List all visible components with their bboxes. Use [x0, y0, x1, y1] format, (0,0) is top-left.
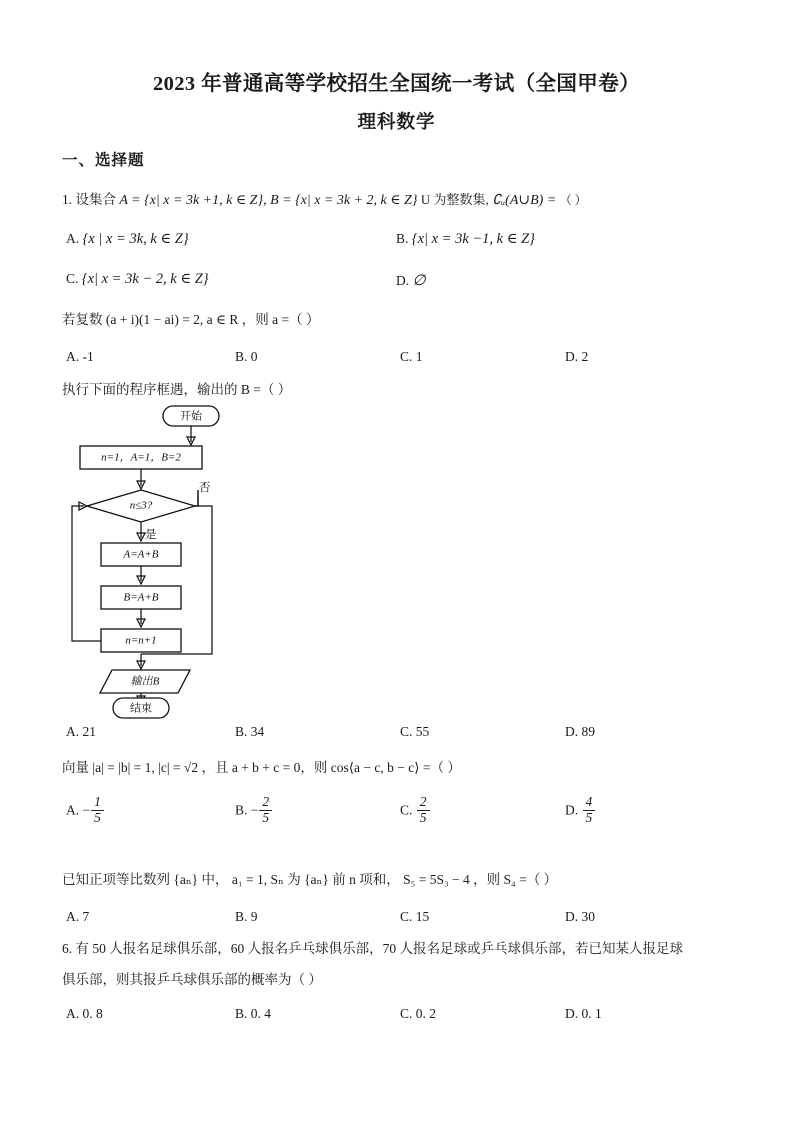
question-5-text: 已知正项等比数列 {aₙ} 中， a₁ = 1, Sₙ 为 {aₙ} 前 n 项和， S₅ = 5S₃ − 4 ，则 S₄ =（ ） — [62, 872, 558, 887]
question-1-stem-prefix: 设集合 — [75, 192, 116, 207]
option-text: 0. 2 — [415, 1006, 437, 1021]
question-6-number: 6. — [62, 941, 73, 956]
option-label: B. — [235, 909, 248, 924]
option-text: 0. 4 — [250, 1006, 272, 1021]
question-6-option-a[interactable] — [66, 1006, 103, 1022]
flowchart-yes-label: 是 — [145, 529, 157, 541]
option-label: C. — [400, 802, 413, 818]
question-6-stem-line-2 — [62, 972, 322, 988]
option-text: 0. 8 — [82, 1006, 103, 1021]
option-label: A. — [66, 802, 80, 818]
option-label: C. — [400, 724, 413, 739]
option-text: 0. 1 — [581, 1006, 602, 1021]
option-text: 89 — [581, 724, 595, 739]
option-label: C. — [66, 271, 79, 286]
question-3-text: 执行下面的程序框遇，输出的 B =（ ） — [62, 382, 292, 397]
question-1-option-a[interactable] — [66, 231, 189, 248]
question-3-option-b[interactable] — [235, 724, 264, 740]
option-text: 34 — [250, 724, 265, 739]
question-2-option-a[interactable] — [66, 349, 94, 365]
question-5-option-c[interactable] — [400, 909, 429, 925]
question-5-option-a[interactable] — [66, 909, 89, 925]
question-3-option-d[interactable] — [565, 724, 595, 740]
option-label: A. — [66, 909, 80, 924]
option-text: 30 — [581, 909, 595, 924]
option-text: 9 — [250, 909, 258, 924]
question-1-option-c[interactable] — [66, 271, 209, 288]
option-text: 2 — [581, 349, 589, 364]
question-6-text-2: 俱乐部，则其报乒乓球俱乐部的概率为（ ） — [62, 972, 322, 987]
option-text: 55 — [415, 724, 430, 739]
question-4-stem — [62, 760, 461, 776]
section-heading: 一、选择题 — [62, 152, 145, 169]
question-1-number: 1. — [62, 192, 73, 207]
option-label: D. — [565, 349, 579, 364]
option-text: 21 — [82, 724, 96, 739]
option-label: A. — [66, 231, 80, 246]
question-4-option-d[interactable] — [565, 795, 596, 825]
question-6-option-b[interactable] — [235, 1006, 271, 1022]
question-1-stem — [62, 192, 587, 209]
flowchart-process-n-label: n=n+1 — [125, 634, 157, 647]
question-1-universe: U 为整数集, — [420, 192, 489, 207]
option-label: B. — [235, 1006, 248, 1021]
fraction-numerator: 1 — [94, 794, 101, 809]
question-6-stem-line-1 — [62, 941, 683, 957]
question-5-stem — [62, 872, 557, 888]
flowchart-decision-label: n≤3? — [129, 499, 153, 512]
question-2-option-b[interactable] — [235, 349, 258, 365]
flowchart-start-label: 开始 — [180, 410, 202, 423]
option-text: {x| x = 3k −1, k ∈ Z} — [411, 231, 535, 247]
program-flowchart — [60, 398, 290, 720]
option-label: D. — [396, 273, 410, 288]
option-text: {x | x = 3k, k ∈ Z} — [82, 231, 189, 247]
question-4-option-a[interactable] — [66, 795, 105, 825]
question-6-text-1: 有 50 人报名足球俱乐部，60 人报名乒乓球俱乐部，70 人报名足球或乒乓球俱乐部，若已知某人报足球 — [75, 941, 683, 956]
flowchart-process-a-label: A=A+B — [123, 548, 159, 561]
option-label: A. — [66, 1006, 80, 1021]
question-3-stem — [62, 382, 291, 398]
fraction-denominator: 5 — [417, 810, 430, 826]
page-title: 2023 年普通高等学校招生全国统一考试（全国甲卷） — [152, 73, 641, 95]
option-label: B. — [396, 231, 409, 246]
flowchart-init-label: n=1，A=1，B=2 — [101, 451, 181, 464]
fraction-denominator: 5 — [91, 810, 104, 826]
option-fraction — [417, 795, 430, 825]
option-label: C. — [400, 909, 413, 924]
option-sign: − — [250, 802, 259, 818]
option-label: A. — [66, 724, 80, 739]
option-label: D. — [565, 802, 579, 818]
option-text: {x| x = 3k − 2, k ∈ Z} — [81, 271, 209, 287]
fraction-denominator: 5 — [583, 810, 596, 826]
option-sign: − — [82, 802, 91, 818]
option-label: B. — [235, 349, 248, 364]
fraction-numerator: 2 — [419, 794, 427, 809]
flowchart-end-label: 结束 — [130, 702, 152, 715]
page-subtitle: 理科数学 — [357, 113, 436, 133]
option-label: D. — [565, 724, 579, 739]
question-3-option-a[interactable] — [66, 724, 96, 740]
option-fraction — [91, 795, 104, 825]
flowchart-process-b-label: B=A+B — [123, 591, 159, 604]
question-1-sets: A = {x| x = 3k +1, k ∈ Z}, B = {x| x = 3k + 2, k ∈ Z} — [119, 193, 418, 208]
question-5-option-b[interactable] — [235, 909, 258, 925]
question-3-option-c[interactable] — [400, 724, 429, 740]
fraction-numerator: 4 — [585, 794, 593, 809]
question-4-option-c[interactable] — [400, 795, 431, 825]
question-4-option-b[interactable] — [235, 795, 273, 825]
option-label: C. — [400, 349, 413, 364]
option-fraction — [583, 795, 596, 825]
flowchart-no-label: 否 — [199, 482, 211, 494]
question-2-option-d[interactable] — [565, 349, 588, 365]
question-2-stem — [62, 312, 320, 328]
question-1-answer-blank[interactable]: （ ） — [559, 193, 587, 207]
option-label: A. — [66, 349, 80, 364]
option-text: 1 — [415, 349, 423, 364]
option-label: B. — [235, 724, 248, 739]
option-label: B. — [235, 802, 248, 818]
option-fraction — [259, 795, 272, 825]
option-text: 15 — [415, 909, 430, 924]
option-text: ∅ — [412, 273, 426, 289]
question-4-text: 向量 |a| = |b| = 1, |c| = √2 ，且 a + b + c = 0，则 cos⟨a − c, b − c⟩ =（ ） — [62, 760, 461, 775]
question-1-option-b[interactable] — [396, 231, 535, 248]
question-6-option-d[interactable] — [565, 1006, 602, 1022]
option-text: 7 — [82, 909, 90, 924]
question-2-option-c[interactable] — [400, 349, 423, 365]
option-text: -1 — [82, 349, 94, 364]
option-label: C. — [400, 1006, 413, 1021]
option-label: D. — [565, 1006, 579, 1021]
option-text: 0 — [250, 349, 258, 364]
question-5-option-d[interactable] — [565, 909, 595, 925]
option-label: D. — [565, 909, 579, 924]
question-1-complement: ∁ᵤ(A∪B) = — [492, 193, 557, 208]
fraction-numerator: 2 — [262, 794, 270, 809]
question-2-text: 若复数 (a + i)(1 − ai) = 2, a ∈ R ，则 a =（ ） — [62, 312, 320, 327]
question-1-option-d[interactable] — [396, 271, 426, 290]
flowchart-output-label: 输出B — [130, 675, 160, 688]
question-6-option-c[interactable] — [400, 1006, 436, 1022]
fraction-denominator: 5 — [259, 810, 272, 826]
